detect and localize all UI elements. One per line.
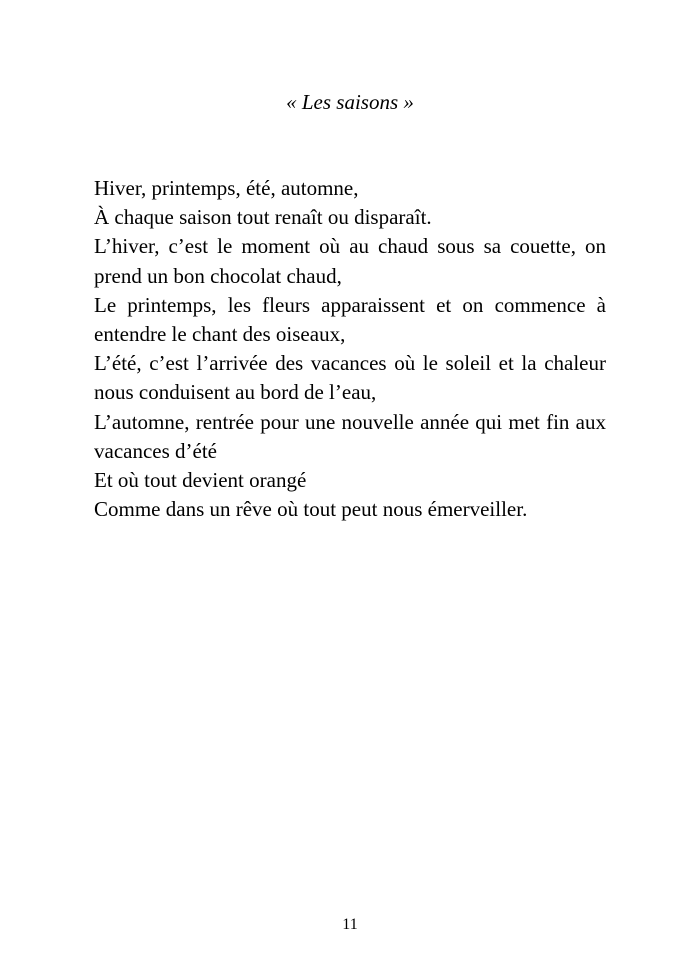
poem-line: prend un bon chocolat chaud, [94,263,342,288]
poem-line: entendre le chant des oiseaux, [94,322,346,347]
poem-title: « Les saisons » [286,90,414,114]
poem-body [94,174,606,524]
poem-line: vacances d’été [94,438,217,463]
poem-line: Comme dans un rêve où tout peut nous émerveiller. [94,497,528,522]
poem-line: Le printemps, les fleurs apparaissent et on commence à [94,292,606,317]
page-number: 11 [342,916,358,933]
poem-line: L’hiver, c’est le moment où au chaud sous sa couette, on [94,234,606,259]
poem-line: L’été, c’est l’arrivée des vacances où le soleil et la chaleur [94,351,606,376]
poem-line: Hiver, printemps, été, automne, [94,176,359,200]
poem-line: À chaque saison tout renaît ou disparaît. [94,205,432,230]
poem-line: Et où tout devient orangé [94,468,307,493]
poem-line: nous conduisent au bord de l’eau, [94,380,377,405]
poem-line: L’automne, rentrée pour une nouvelle année qui met fin aux [94,409,606,434]
